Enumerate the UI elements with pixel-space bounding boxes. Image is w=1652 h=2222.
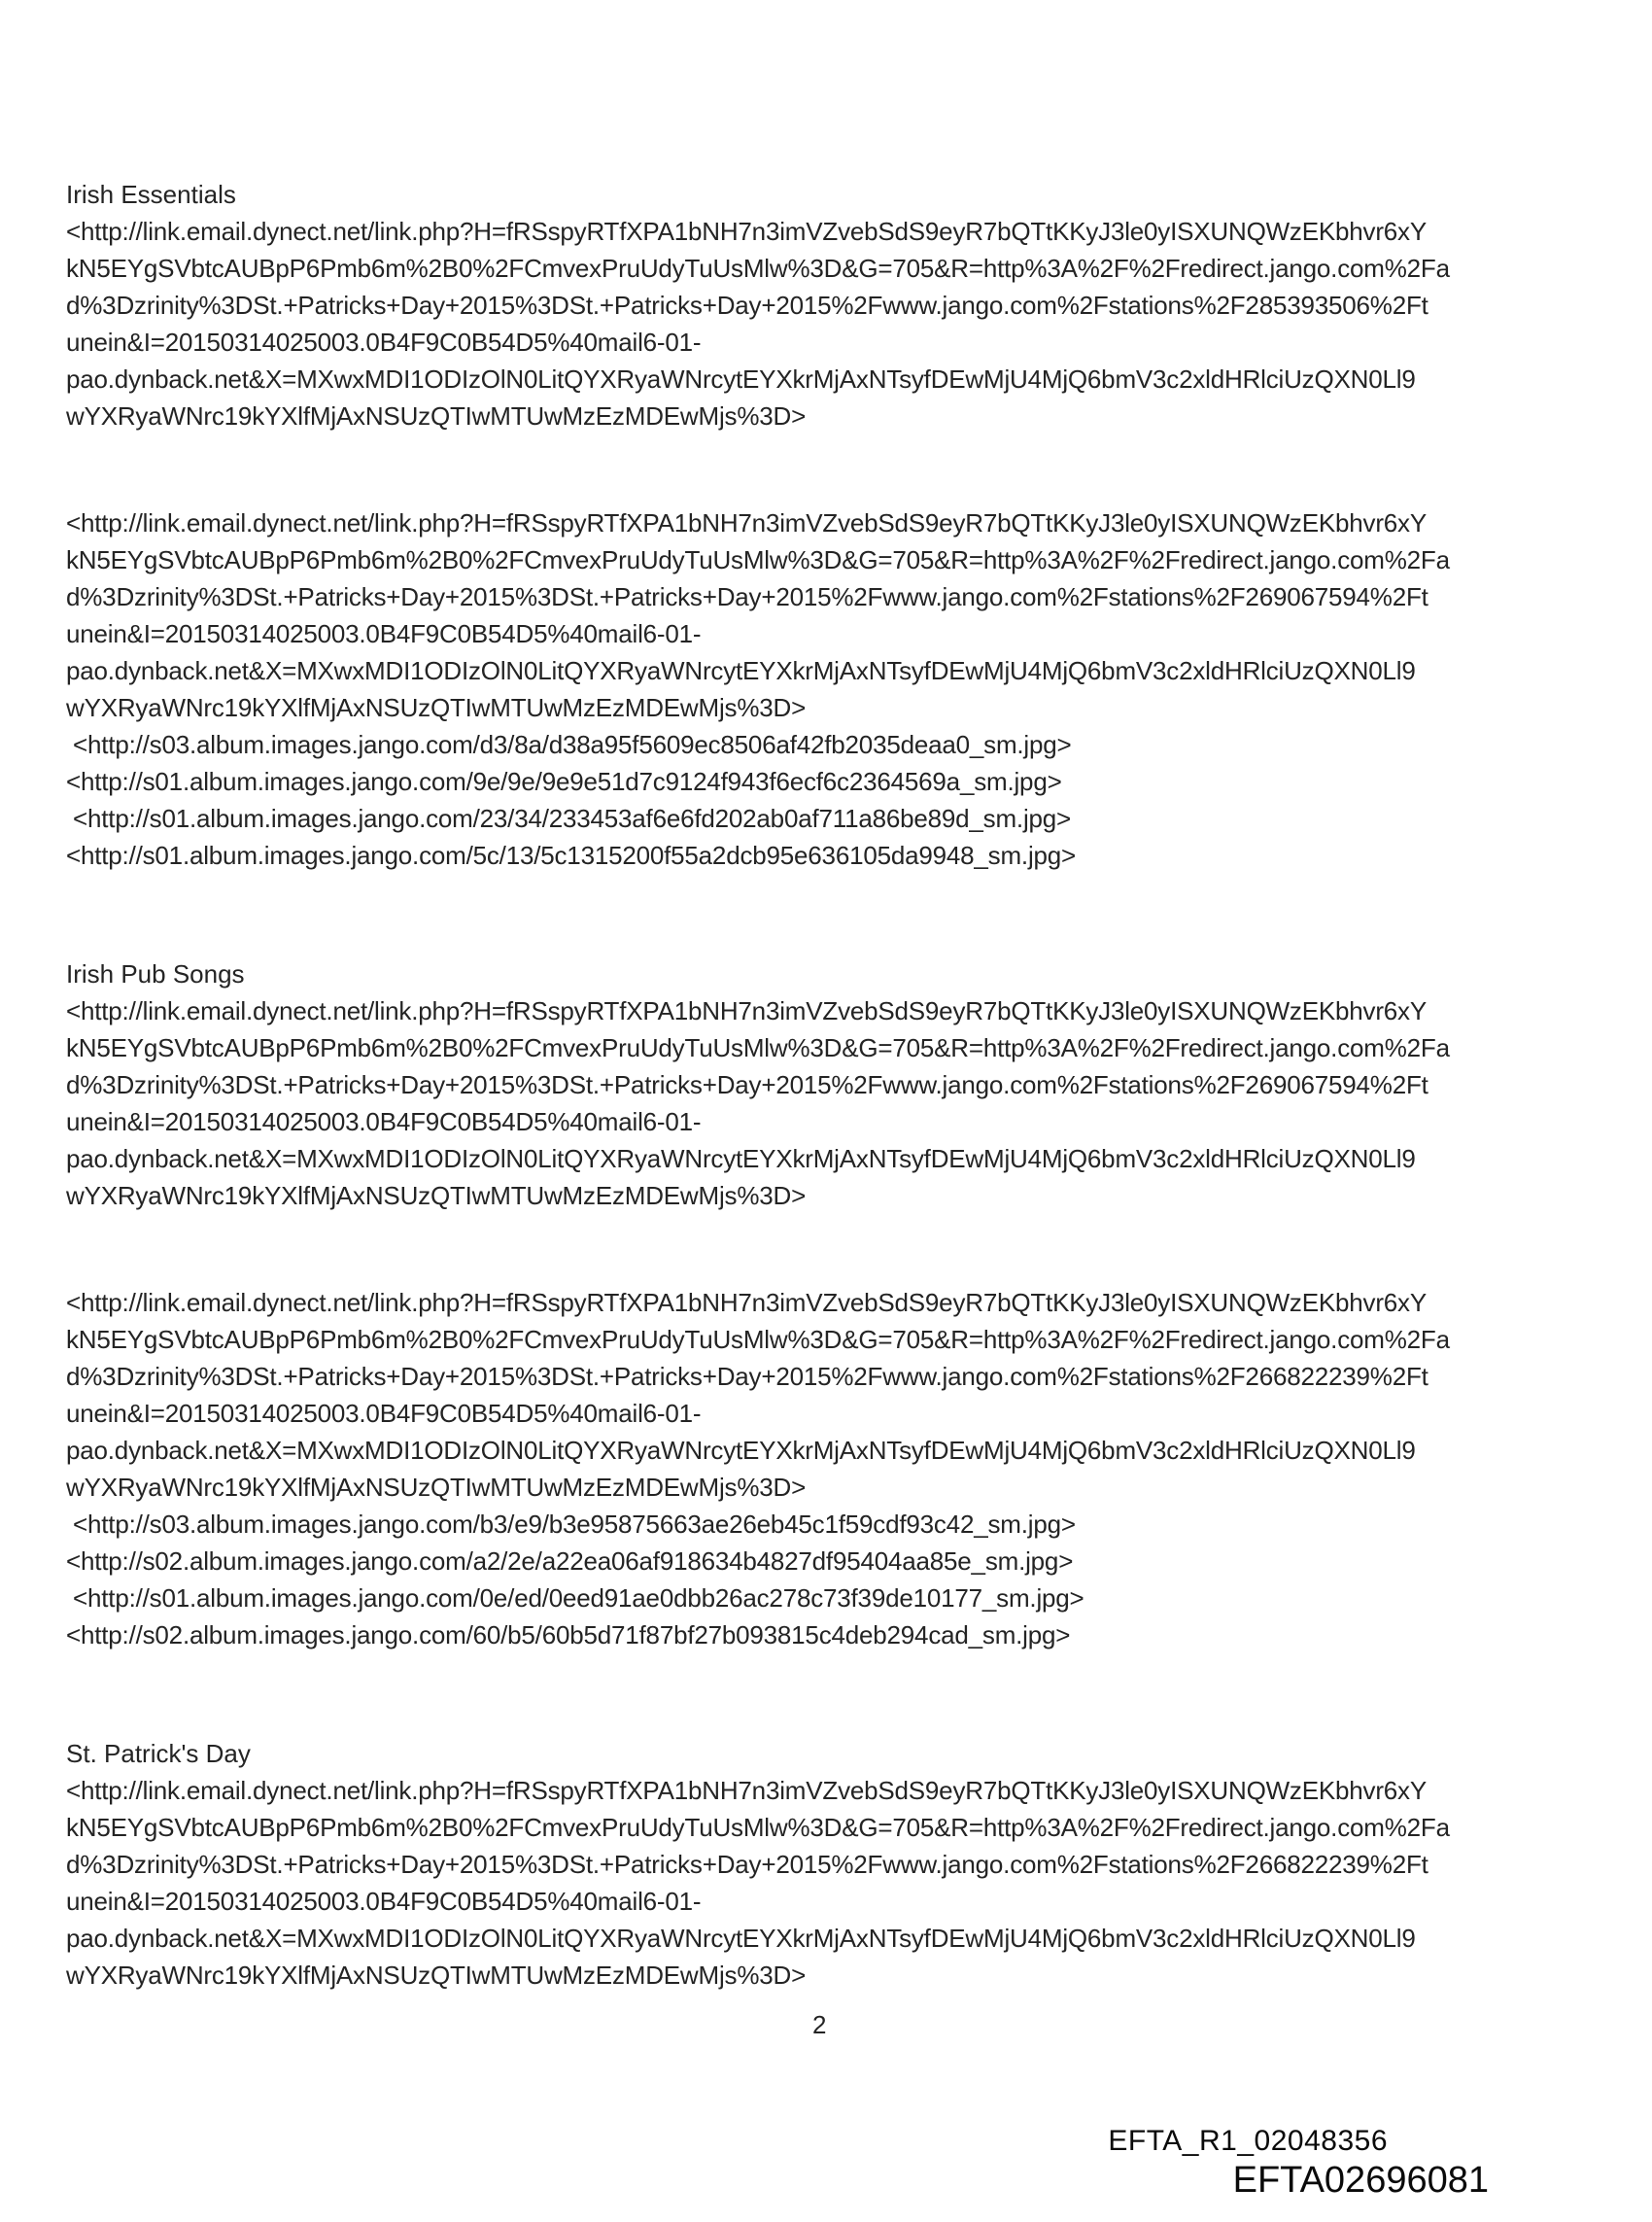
tracking-url-block	[66, 992, 1582, 1214]
image-url-line: <http://s01.album.images.jango.com/0e/ed/0eed91ae0dbb26ac278c73f39de10177_sm.jpg>	[66, 1583, 1084, 1613]
bates-number-production: EFTA_R1_02048356	[1108, 2125, 1388, 2157]
image-url-line: <http://s01.album.images.jango.com/23/34/233453af6e6fd202ab0af711a86be89d_sm.jpg>	[66, 804, 1072, 833]
url-line: kN5EYgSVbtcAUBpP6Pmb6m%2B0%2FCmvexPruUdyTuUsMlw%3D&G=705&R=http%3A%2F%2Fredirect.jango.com%2Fa	[66, 1033, 1450, 1062]
url-line: <http://link.email.dynect.net/link.php?H=fRSspyRTfXPA1bNH7n3imVZvebSdS9eyR7bQTtKKyJ3le0yISXUNQWzEKbhvr6xY	[66, 1776, 1427, 1805]
url-line: wYXRyaWNrc19kYXlfMjAxNSUzQTIwMTUwMzEzMDEwMjs%3D>	[66, 1961, 807, 1990]
url-line: unein&I=20150314025003.0B4F9C0B54D5%40mail6-01-	[66, 328, 702, 357]
url-line: d%3Dzrinity%3DSt.+Patricks+Day+2015%3DSt.+Patricks+Day+2015%2Fwww.jango.com%2Fstations%2F269067594%2Ft	[66, 1070, 1428, 1099]
url-line: d%3Dzrinity%3DSt.+Patricks+Day+2015%3DSt.+Patricks+Day+2015%2Fwww.jango.com%2Fstations%2F266822239%2Ft	[66, 1362, 1428, 1391]
url-line: pao.dynback.net&X=MXwxMDI1ODIzOlN0LitQYXRyaWNrcytEYXkrMjAxNTsyfDEwMjU4MjQ6bmV3c2xldHRlciUzQXN0Ll9	[66, 1436, 1416, 1465]
image-url-line: <http://s02.album.images.jango.com/60/b5/60b5d71f87bf27b093815c4deb294cad_sm.jpg>	[66, 1620, 1071, 1649]
url-line: pao.dynback.net&X=MXwxMDI1ODIzOlN0LitQYXRyaWNrcytEYXkrMjAxNTsyfDEwMjU4MjQ6bmV3c2xldHRlciUzQXN0Ll9	[66, 1924, 1416, 1953]
section-st-patricks-day	[66, 1735, 1582, 1994]
url-line: wYXRyaWNrc19kYXlfMjAxNSUzQTIwMTUwMzEzMDEwMjs%3D>	[66, 1473, 807, 1502]
tracking-url-block	[66, 504, 1582, 726]
url-line: <http://link.email.dynect.net/link.php?H=fRSspyRTfXPA1bNH7n3imVZvebSdS9eyR7bQTtKKyJ3le0yISXUNQWzEKbhvr6xY	[66, 508, 1427, 538]
bates-number-exhibit: EFTA02696081	[1232, 2160, 1489, 2201]
section-irish-pub-songs	[66, 955, 1582, 1653]
tracking-url-block	[66, 213, 1582, 434]
url-line: d%3Dzrinity%3DSt.+Patricks+Day+2015%3DSt.+Patricks+Day+2015%2Fwww.jango.com%2Fstations%2F266822239%2Ft	[66, 1850, 1428, 1879]
url-line: <http://link.email.dynect.net/link.php?H=fRSspyRTfXPA1bNH7n3imVZvebSdS9eyR7bQTtKKyJ3le0yISXUNQWzEKbhvr6xY	[66, 1288, 1427, 1317]
image-url-line: <http://s01.album.images.jango.com/9e/9e/9e9e51d7c9124f943f6ecf6c2364569a_sm.jpg>	[66, 767, 1062, 796]
bates-stamps	[1108, 2125, 1489, 2201]
url-line: kN5EYgSVbtcAUBpP6Pmb6m%2B0%2FCmvexPruUdyTuUsMlw%3D&G=705&R=http%3A%2F%2Fredirect.jango.com%2Fa	[66, 254, 1450, 283]
section-heading: Irish Essentials	[66, 180, 236, 209]
album-image-url-list	[66, 1506, 1582, 1653]
image-url-line: <http://s03.album.images.jango.com/d3/8a/d38a95f5609ec8506af42fb2035deaa0_sm.jpg>	[66, 730, 1072, 759]
url-line: pao.dynback.net&X=MXwxMDI1ODIzOlN0LitQYXRyaWNrcytEYXkrMjAxNTsyfDEwMjU4MjQ6bmV3c2xldHRlciUzQXN0Ll9	[66, 656, 1416, 685]
url-line: d%3Dzrinity%3DSt.+Patricks+Day+2015%3DSt.+Patricks+Day+2015%2Fwww.jango.com%2Fstations%2F269067594%2Ft	[66, 582, 1428, 611]
tracking-url-block	[66, 1284, 1582, 1506]
url-line: unein&I=20150314025003.0B4F9C0B54D5%40mail6-01-	[66, 619, 702, 648]
url-line: unein&I=20150314025003.0B4F9C0B54D5%40mail6-01-	[66, 1887, 702, 1916]
url-line: <http://link.email.dynect.net/link.php?H=fRSspyRTfXPA1bNH7n3imVZvebSdS9eyR7bQTtKKyJ3le0yISXUNQWzEKbhvr6xY	[66, 217, 1427, 246]
url-line: unein&I=20150314025003.0B4F9C0B54D5%40mail6-01-	[66, 1399, 702, 1428]
tracking-url-block	[66, 1772, 1582, 1994]
url-line: kN5EYgSVbtcAUBpP6Pmb6m%2B0%2FCmvexPruUdyTuUsMlw%3D&G=705&R=http%3A%2F%2Fredirect.jango.com%2Fa	[66, 545, 1450, 574]
url-line: kN5EYgSVbtcAUBpP6Pmb6m%2B0%2FCmvexPruUdyTuUsMlw%3D&G=705&R=http%3A%2F%2Fredirect.jango.com%2Fa	[66, 1813, 1450, 1842]
album-image-url-list	[66, 726, 1582, 874]
url-line: pao.dynback.net&X=MXwxMDI1ODIzOlN0LitQYXRyaWNrcytEYXkrMjAxNTsyfDEwMjU4MjQ6bmV3c2xldHRlciUzQXN0Ll9	[66, 1144, 1416, 1173]
url-line: wYXRyaWNrc19kYXlfMjAxNSUzQTIwMTUwMzEzMDEwMjs%3D>	[66, 693, 807, 722]
url-line: <http://link.email.dynect.net/link.php?H=fRSspyRTfXPA1bNH7n3imVZvebSdS9eyR7bQTtKKyJ3le0yISXUNQWzEKbhvr6xY	[66, 996, 1427, 1025]
url-line: pao.dynback.net&X=MXwxMDI1ODIzOlN0LitQYXRyaWNrcytEYXkrMjAxNTsyfDEwMjU4MjQ6bmV3c2xldHRlciUzQXN0Ll9	[66, 365, 1416, 394]
url-line: wYXRyaWNrc19kYXlfMjAxNSUzQTIwMTUwMzEzMDEwMjs%3D>	[66, 401, 807, 431]
section-heading: Irish Pub Songs	[66, 959, 245, 989]
page-number: 2	[812, 2010, 827, 2039]
url-line: wYXRyaWNrc19kYXlfMjAxNSUzQTIwMTUwMzEzMDEwMjs%3D>	[66, 1181, 807, 1210]
section-irish-essentials	[66, 176, 1582, 874]
image-url-line: <http://s01.album.images.jango.com/5c/13/5c1315200f55a2dcb95e636105da9948_sm.jpg>	[66, 841, 1077, 870]
section-heading: St. Patrick's Day	[66, 1739, 251, 1768]
image-url-line: <http://s03.album.images.jango.com/b3/e9/b3e95875663ae26eb45c1f59cdf93c42_sm.jpg>	[66, 1510, 1076, 1539]
url-line: kN5EYgSVbtcAUBpP6Pmb6m%2B0%2FCmvexPruUdyTuUsMlw%3D&G=705&R=http%3A%2F%2Fredirect.jango.com%2Fa	[66, 1325, 1450, 1354]
image-url-line: <http://s02.album.images.jango.com/a2/2e/a22ea06af918634b4827df95404aa85e_sm.jpg>	[66, 1546, 1074, 1576]
url-line: unein&I=20150314025003.0B4F9C0B54D5%40mail6-01-	[66, 1107, 702, 1136]
document-body	[66, 176, 1582, 1994]
url-line: d%3Dzrinity%3DSt.+Patricks+Day+2015%3DSt.+Patricks+Day+2015%2Fwww.jango.com%2Fstations%2F285393506%2Ft	[66, 291, 1428, 320]
